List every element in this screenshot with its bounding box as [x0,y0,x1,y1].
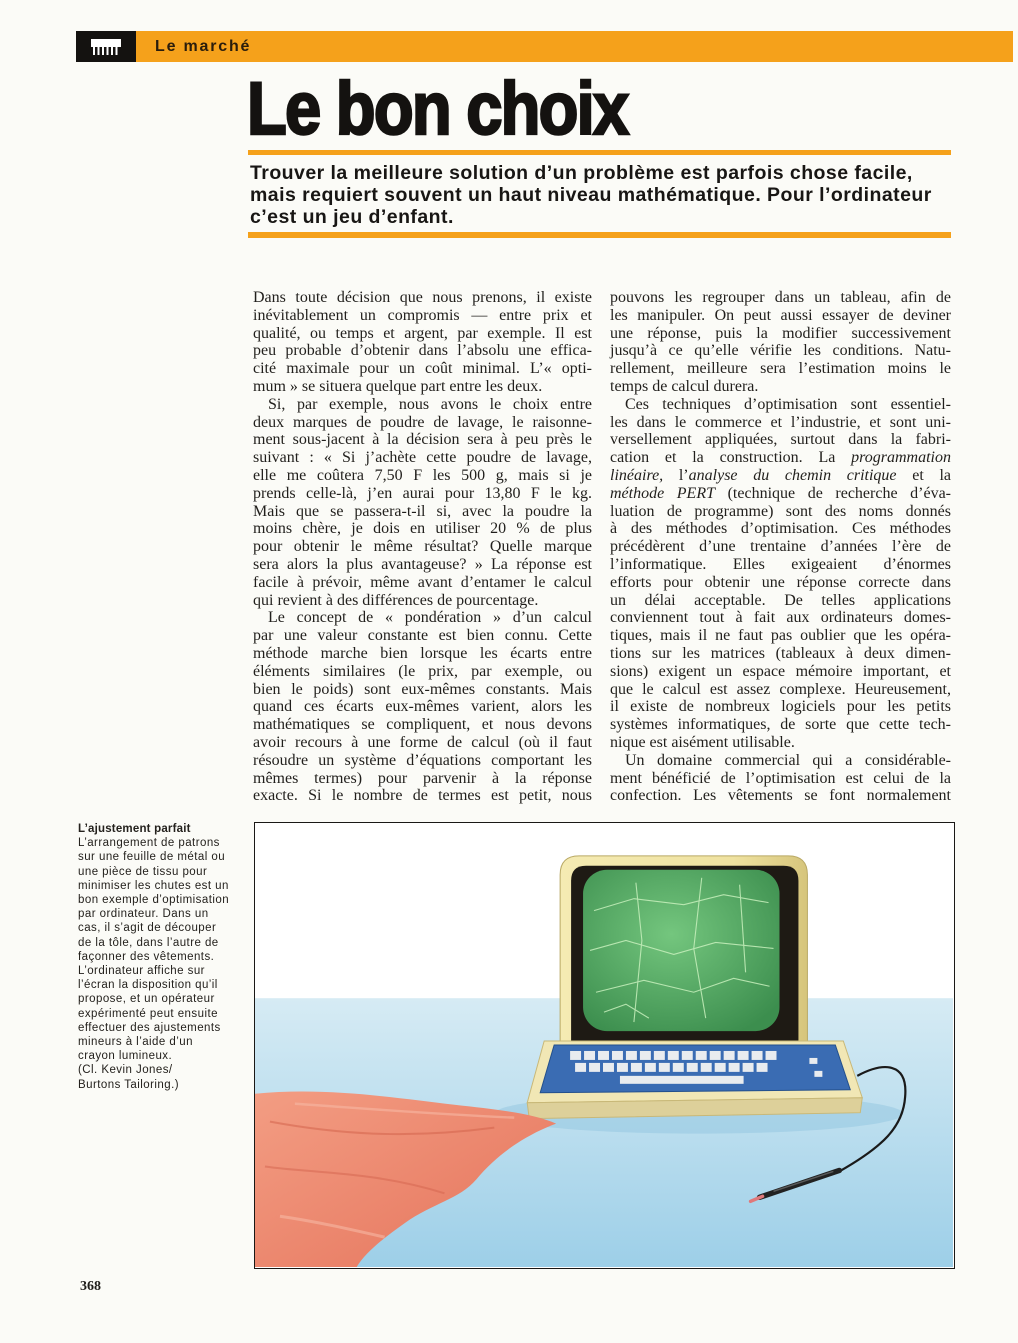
text-line: par une valeur constante est bien connu. Cette [253,627,592,645]
keyboard-key [766,1051,777,1060]
keyboard-key [710,1051,721,1060]
caption-line: sur une feuille de métal ou [78,851,226,864]
keyboard-key [729,1063,740,1072]
text-column-right [610,289,951,805]
paragraph [253,289,592,396]
text-line: avoir recours à une forme de calcul (où il faut [253,733,592,751]
text-line: jusqu’à ce qu’elle vérifie les conditions. Natu- [610,342,951,360]
caption-line: L’arrangement de patrons [78,837,220,850]
text-line: pouvons les regrouper dans un tableau, afin de [610,289,951,306]
text-line: sions) exigent un espace mémoire important, et [610,662,951,680]
text-run: (technique de recherche d’éva- [715,484,952,502]
keyboard-key [654,1051,665,1060]
text-line: elle me coûtera 7,50 F les 500 g, mais si je [253,466,592,484]
keyboard-key [575,1063,586,1072]
text-line [610,485,951,503]
text-line: tiques, mais il ne faut pas oublier que les opéra- [610,627,951,645]
text-run: l’ [663,466,689,484]
caption-line: façonner des vêtements. [78,950,215,963]
text-line: cité maximale pour un coût minimal. L’« opti- [253,360,592,378]
text-line: qualité, ou temps et argent, par exemple. Il est [253,324,592,342]
text-column-left [253,289,592,805]
text-line: précédèrent d’une trentaine d’années l’ère de [610,538,951,556]
lead-line: Trouver la meilleure solution d’un problème est parfois chose facile, [250,162,913,184]
caption-line: cas, il s’agit de découper [78,922,217,935]
keyboard-key [673,1063,684,1072]
text-line: rellement, meilleure sera l’estimation moins le [610,360,951,378]
caption-line: crayon lumineux. [78,1050,173,1063]
keyboard-key [612,1051,623,1060]
screen [583,870,779,1031]
text-line: bien le poids) sont eux-mêmes constants. Mais [253,680,592,698]
caption-line: par ordinateur. Dans un [78,908,209,921]
text-line: inévitablement un compromis — entre prix et [253,306,592,324]
keyboard-key [659,1063,670,1072]
chip-icon [88,37,124,57]
text-line: luation de programme) sont des noms donnés [610,502,951,520]
caption-line: (Cl. Kevin Jones/ [78,1064,173,1077]
lead-line: mais requiert souvent un haut niveau mathématique. Pour l’ordinateur [250,184,932,206]
text-line: Le concept de « pondération » d’un calcul [268,609,592,627]
figure-caption [78,822,248,1092]
caption-line: bon exemple d’optimisation [78,894,230,907]
text-line: résoudre un système d’équations comportant les [253,751,592,769]
caption-line: de la tôle, dans l’autre de [78,936,219,949]
keyboard-key [598,1051,609,1060]
paragraph [610,289,951,396]
text-line: tions sur les matrices (tableaux à deux dimen- [610,644,951,662]
text-line: Un domaine commercial qui a considérable- [625,751,951,769]
text-line: Dans toute décision que nous prenons, il existe [253,289,592,306]
figure-illustration [254,822,955,1269]
text-run: cation et la construction. La [610,449,852,467]
caption-line: Burtons Tailoring.) [78,1078,180,1091]
text-line: méthode marche bien lorsque les écarts entre [253,644,592,662]
keyboard-key [631,1063,642,1072]
text-line: une réponse, puis la modifier successivement [610,324,951,342]
text-line: pour obtenir le même résultat? Quelle marque [253,538,592,556]
text-line: nique est aisément utilisable. [610,733,795,751]
text-line: confection. Les vêtements se font normalement [610,787,951,805]
monitor [560,856,807,1045]
text-line: ment sous-jacent à la décision sera à peu près le [253,431,592,449]
text-line: Si, par exemple, nous avons le choix entre [268,395,592,413]
article-title: Le bon choix [247,67,628,150]
text-line: peu probable d’obtenir dans l’absolu une effica- [253,342,592,360]
keyboard-key [617,1063,628,1072]
keyboard-key [814,1071,822,1077]
computer-base [527,1041,862,1119]
keyboard-key [668,1051,679,1060]
text-line: deux marques de poudre de lavage, le raisonne- [253,413,592,431]
spacebar [620,1076,744,1084]
text-line: éléments similaires (le prix, par exemple, ou [253,662,592,680]
text-line: quand ces écarts eux-mêmes varient, alors les [253,698,592,716]
text-line [610,467,951,485]
text-line: Mais que se passera-t-il si, avec la poudre la [253,502,592,520]
caption-line: minimiser les chutes est un [78,879,229,892]
text-line: que le calcul est assez complexe. Heureusement, [610,680,951,698]
page-number: 368 [80,1279,101,1294]
text-line: les manipuler. On peut aussi essayer de deviner [610,306,951,324]
caption-line: propose, et un opérateur [78,993,215,1006]
paragraph [253,396,592,610]
paragraph [253,609,592,805]
paragraph [610,752,951,805]
caption-line: effectuer des ajustements [78,1021,221,1034]
text-line: mathématiques se compliquent, et nous devons [253,716,592,734]
keyboard-key [645,1063,656,1072]
text-line: conviennent tout à fait aux ordinateurs domes- [610,609,951,627]
keyboard-key [626,1051,637,1060]
text-line: ment bénéficié de l’optimisation est celui de la [610,769,951,787]
keyboard-key [738,1051,749,1060]
keyboard-key [743,1063,754,1072]
text-line: sera alors la plus avantageuse? » La réponse est [253,555,592,573]
section-header-bar [76,31,1013,62]
lead-line: c’est un jeu d’enfant. [250,206,454,228]
caption-body [78,836,248,1092]
computer-illustration [255,823,953,1267]
text-line: il existe de nombreux logiciels pour les petits [610,698,951,716]
section-icon-box [76,31,136,62]
text-line: exacte. Si le nombre de termes est petit, nous [253,787,592,805]
keyboard-key [584,1051,595,1060]
paragraph [610,396,951,752]
text-line: un délai acceptable. De telles applications [610,591,951,609]
text-line: les dans le commerce et l’industrie, et sont uni- [610,413,951,431]
text-line: versellement appliquées, surtout dans la fabri- [610,431,951,449]
rule-bottom [248,232,951,238]
caption-line: une pièce de tissu pour [78,865,208,878]
italic-run: analyse du chemin critique [688,466,897,484]
text-line: facile à prévoir, même avant d’entamer le calcul [253,573,592,591]
text-line: l’informatique. Elles exigeaient d’énormes [610,555,951,573]
text-line: systèmes informatiques, de sorte que cette tech- [610,716,951,734]
keyboard-key [687,1063,698,1072]
caption-line: expérimenté peut ensuite [78,1007,218,1020]
caption-line: L’ordinateur affiche sur [78,965,205,978]
text-line: prends celle-là, j’en aurai pour 13,80 F le kg. [253,484,592,502]
text-line: temps de calcul durera. [610,377,759,395]
keyboard-key [752,1051,763,1060]
text-line: à des méthodes d’optimisation. Ces méthodes [610,520,951,538]
keyboard-key [715,1063,726,1072]
text-line: suivant : « Si j’achète cette poudre de lavage, [253,449,592,467]
text-line: efforts pour obtenir une réponse correcte dans [610,573,951,591]
text-line: mum » se situera quelque part entre les deux. [253,377,543,395]
keyboard-key [696,1051,707,1060]
rule-top [248,150,951,155]
keyboard-key [701,1063,712,1072]
text-line [610,449,951,467]
keyboard-key [570,1051,581,1060]
keyboard-key [682,1051,693,1060]
article-lead [250,162,950,228]
keyboard-key [603,1063,614,1072]
text-line: Ces techniques d’optimisation sont essentiel- [625,395,951,413]
text-line: mêmes termes) pour parvenir à la réponse [253,769,592,787]
italic-run: méthode PERT [610,484,716,502]
keyboard-key [724,1051,735,1060]
keyboard-key [640,1051,651,1060]
italic-run: linéaire, [610,466,664,484]
caption-line: mineurs à l’aide d’un [78,1036,193,1049]
italic-run: programmation [851,449,951,467]
text-line: moins chère, je dois en utiliser 20 % de plus [253,520,592,538]
section-label: Le marché [155,38,252,55]
keyboard-key [809,1058,817,1064]
caption-line: l’écran la disposition qu’il [78,979,218,992]
text-line: qui revient à des différences de pourcentage. [253,591,539,609]
caption-title: L’ajustement parfait [78,823,191,835]
keyboard-key [757,1063,768,1072]
keyboard-key [589,1063,600,1072]
text-run: et la [896,466,952,484]
